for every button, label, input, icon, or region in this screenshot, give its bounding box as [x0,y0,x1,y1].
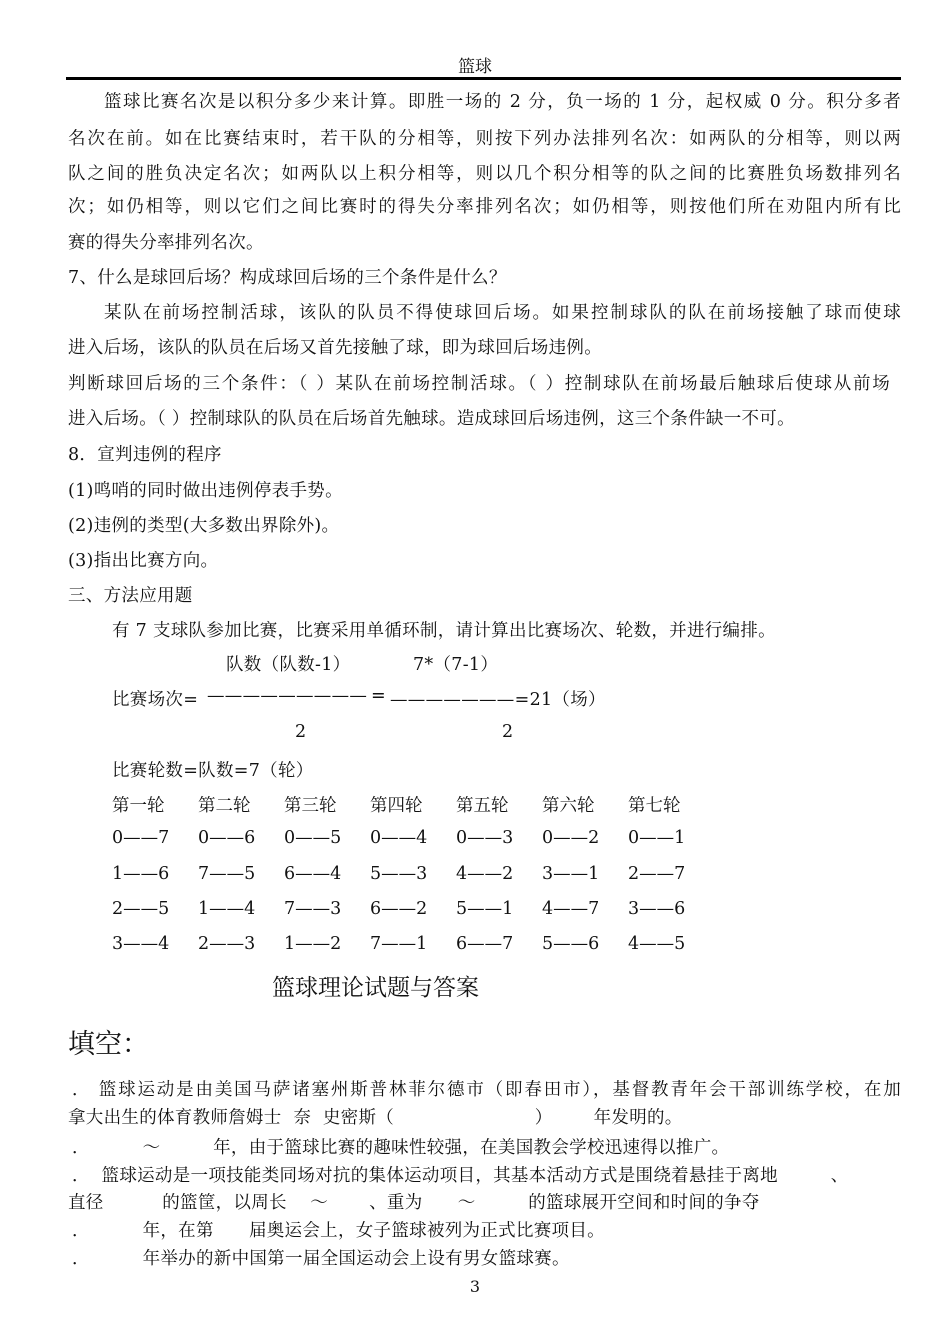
schedule-matchup: 0——3 [456,828,514,848]
question-heading: 8．宣判违例的程序 [68,445,222,465]
task-text: 有 7 支球队参加比赛，比赛采用单循环制，请计算出比赛场次、轮数，并进行编排。 [112,621,776,641]
schedule-matchup: 6——7 [456,934,514,954]
schedule-round-header: 第六轮 [542,796,595,816]
paragraph-line: 次；如仍相等，则以它们之间比赛时的得失分率排列名次；如仍相等，则按他们所在劝阻内所有比 [68,197,901,217]
paragraph-line: 篮球比赛名次是以积分多少来计算。即胜一场的 2 分，负一场的 1 分，起权威 0 分。积分多者 [104,92,901,112]
schedule-matchup: 2——7 [628,864,686,884]
schedule-round-header: 第四轮 [370,796,423,816]
formula-numerator-left: 队数（队数-1） [226,655,351,675]
paragraph-line: 名次在前。如在比赛结束时，若干队的分相等，则按下列办法排列名次：如两队的分相等，则以两 [68,129,901,149]
question-line: 直径 的篮筐，以周长 ～ 、重为 ～ 的篮球展开空间和时间的争夺 [68,1193,760,1213]
schedule-matchup: 6——4 [284,864,342,884]
schedule-matchup: 0——4 [370,828,428,848]
schedule-matchup: 1——6 [112,864,170,884]
schedule-round-header: 第一轮 [112,796,165,816]
schedule-matchup: 4——7 [542,899,600,919]
question-line: 拿大出生的体育教师詹姆士 奈 史密斯（ ） 年发明的。 [68,1108,683,1128]
formula-label: 比赛场次= [112,690,199,710]
section-heading: 三、方法应用题 [68,586,193,606]
list-item: (3)指出比赛方向。 [68,551,219,571]
schedule-matchup: 4——5 [628,934,686,954]
schedule-round-header: 第二轮 [198,796,251,816]
schedule-matchup: 7——5 [198,864,256,884]
schedule-matchup: 5——3 [370,864,428,884]
schedule-matchup: 2——5 [112,899,170,919]
schedule-matchup: 0——5 [284,828,342,848]
paragraph-line: 某队在前场控制活球，该队的队员不得使球回后场。如果控制球队的队在前场接触了球而使球 [104,303,901,323]
question-line: ． 篮球运动是由美国马萨诸塞州斯普林菲尔德市（即春田市），基督教青年会干部训练学校，在加 [72,1080,901,1100]
schedule-matchup: 3——1 [542,864,600,884]
question-line: ． 篮球运动是一项技能类同场对抗的集体运动项目，其基本活动方式是围绕着悬挂于离地 、 [72,1166,849,1186]
page-header: 篮球 [458,57,492,77]
schedule-matchup: 5——6 [542,934,600,954]
question-line: ． ～ 年，由于篮球比赛的趣味性较强，在美国教会学校迅速得以推广。 [72,1138,730,1158]
schedule-matchup: 2——3 [198,934,256,954]
list-item: (1)鸣哨的同时做出违例停表手势。 [68,481,343,501]
schedule-matchup: 4——2 [456,864,514,884]
formula-bar-right: ———————=21（场） [390,690,606,710]
question-heading: 7、什么是球回后场？构成球回后场的三个条件是什么？ [68,268,507,288]
header-rule [66,77,901,80]
fill-in-heading: 填空： [68,1029,149,1060]
page-number: 3 [469,1277,481,1296]
schedule-matchup: 7——1 [370,934,428,954]
section-title: 篮球理论试题与答案 [272,975,479,1001]
paragraph-line: 进入后场，该队的队员在后场又首先接触了球，即为球回后场违例。 [68,338,602,358]
schedule-matchup: 1——2 [284,934,342,954]
schedule-matchup: 7——3 [284,899,342,919]
formula-denominator-right: 2 [502,722,514,742]
schedule-matchup: 1——4 [198,899,256,919]
schedule-matchup: 6——2 [370,899,428,919]
schedule-matchup: 0——7 [112,828,170,848]
question-line: ． 年举办的新中国第一届全国运动会上设有男女篮球赛。 [72,1249,570,1269]
formula-equals: = [371,686,386,706]
schedule-round-header: 第七轮 [628,796,681,816]
paragraph-line: 进入后场。（ ）控制球队的队员在后场首先触球。造成球回后场违例，这三个条件缺一不可。 [68,409,795,429]
schedule-round-header: 第三轮 [284,796,337,816]
paragraph-line: 赛的得失分率排列名次。 [68,233,264,253]
paragraph-line: 队之间的胜负决定名次；如两队以上积分相等，则以几个积分相等的队之间的比赛胜负场数排列名 [68,164,901,184]
schedule-matchup: 3——6 [628,899,686,919]
paragraph-line: 判断球回后场的三个条件：（ ）某队在前场控制活球。（ ）控制球队在前场最后触球后使球从前场 [68,374,890,394]
list-item: (2)违例的类型(大多数出界除外)。 [68,516,340,536]
schedule-matchup: 3——4 [112,934,170,954]
schedule-matchup: 0——6 [198,828,256,848]
schedule-matchup: 5——1 [456,899,514,919]
formula-denominator-left: 2 [295,722,307,742]
question-line: ． 年，在第 届奥运会上，女子篮球被列为正式比赛项目。 [72,1221,605,1241]
schedule-matchup: 0——1 [628,828,686,848]
schedule-round-header: 第五轮 [456,796,509,816]
formula-rounds: 比赛轮数=队数=7（轮） [112,761,314,781]
schedule-matchup: 0——2 [542,828,600,848]
formula-numerator-right: 7*（7-1） [413,655,499,675]
formula-bar-left: ————————— [207,686,368,706]
